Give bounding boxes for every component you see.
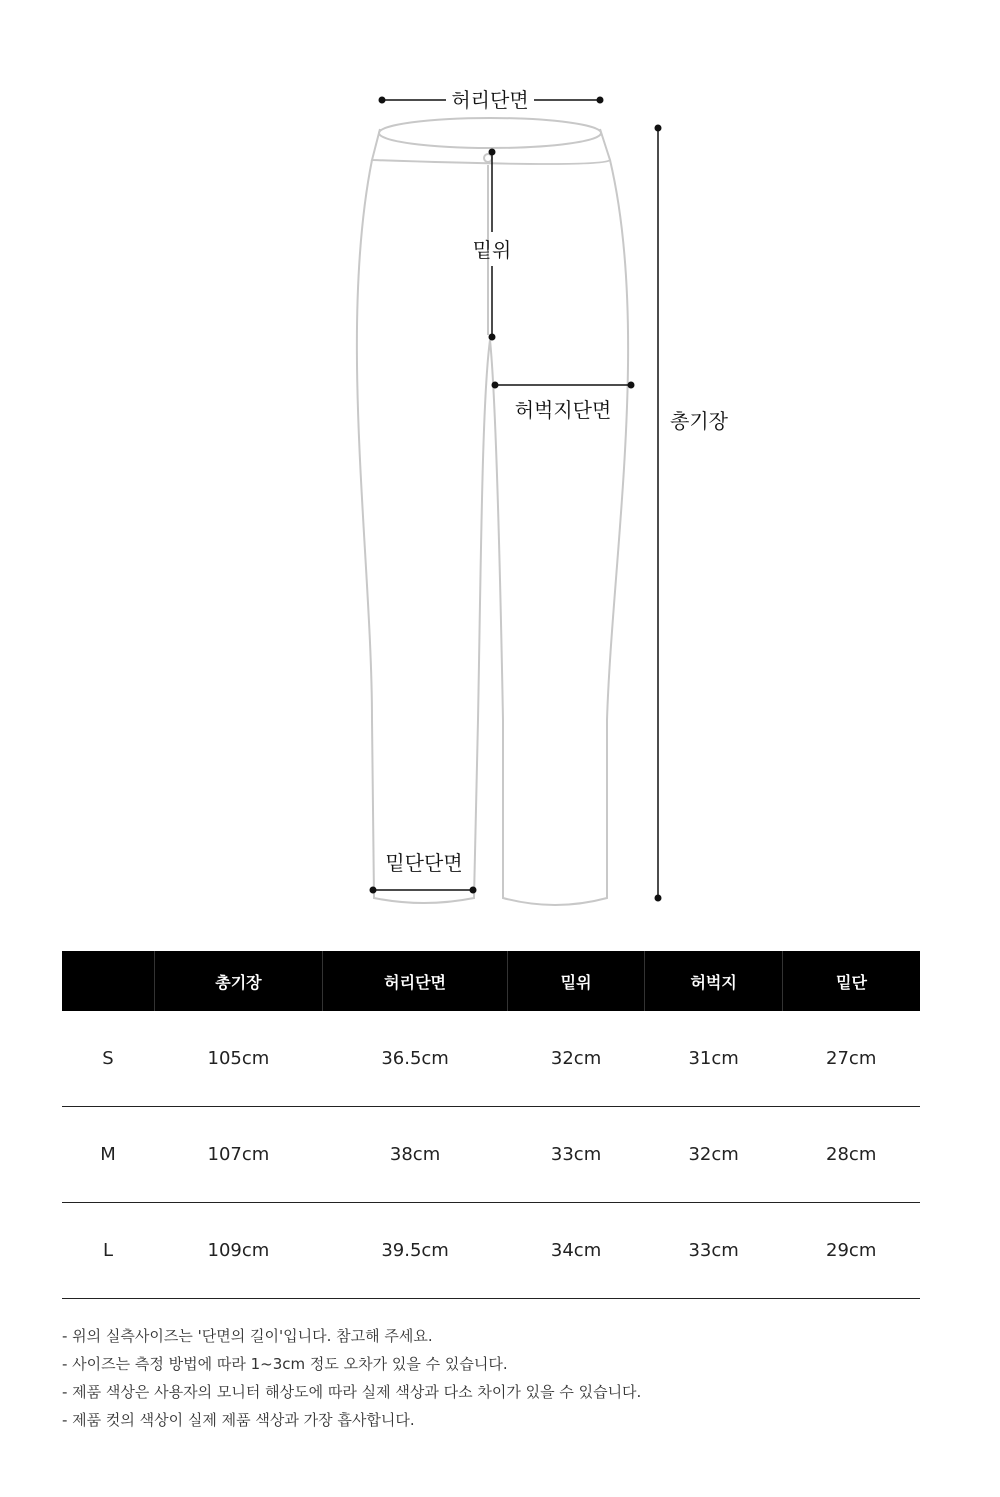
size-cell: S (62, 1011, 154, 1107)
table-cell: 36.5cm (323, 1011, 507, 1107)
size-table (62, 951, 920, 1299)
total-length-measure (655, 125, 729, 902)
table-cell: 28cm (782, 1107, 920, 1203)
table-header-cell: 허벅지 (645, 951, 783, 1011)
table-cell: 34cm (507, 1203, 645, 1299)
size-cell: M (62, 1107, 154, 1203)
table-header-cell: 허리단면 (323, 951, 507, 1011)
thigh-measure (492, 382, 635, 423)
table-cell: 32cm (645, 1107, 783, 1203)
size-cell: L (62, 1203, 154, 1299)
table-row (62, 1107, 920, 1203)
table-cell: 33cm (507, 1107, 645, 1203)
hem-label: 밑단단면 (385, 851, 463, 875)
table-cell: 109cm (154, 1203, 323, 1299)
table-cell: 38cm (323, 1107, 507, 1203)
table-header-cell: 밑위 (507, 951, 645, 1011)
thigh-label: 허벅지단면 (514, 398, 612, 422)
rise-measure (473, 149, 512, 341)
notes-list (62, 1322, 641, 1434)
waist-label: 허리단면 (451, 88, 529, 112)
table-header-row (62, 951, 920, 1011)
waist-measure (379, 88, 604, 112)
table-row (62, 1203, 920, 1299)
note-item: - 사이즈는 측정 방법에 따라 1~3cm 정도 오차가 있을 수 있습니다. (62, 1355, 508, 1373)
table-cell: 31cm (645, 1011, 783, 1107)
hem-measure (370, 851, 477, 894)
table-cell: 107cm (154, 1107, 323, 1203)
table-cell: 33cm (645, 1203, 783, 1299)
note-item: - 위의 실측사이즈는 '단면의 길이'입니다. 참고해 주세요. (62, 1327, 433, 1345)
pants-outline (357, 118, 628, 905)
table-cell: 105cm (154, 1011, 323, 1107)
table-header-cell: 총기장 (154, 951, 323, 1011)
rise-label: 밑위 (472, 238, 512, 262)
note-item: - 제품 컷의 색상이 실제 제품 색상과 가장 흡사합니다. (62, 1411, 415, 1429)
table-cell: 27cm (782, 1011, 920, 1107)
table-cell: 29cm (782, 1203, 920, 1299)
table-header-cell (62, 951, 154, 1011)
table-cell: 39.5cm (323, 1203, 507, 1299)
table-cell: 32cm (507, 1011, 645, 1107)
table-row (62, 1011, 920, 1107)
total-length-label: 총기장 (670, 409, 728, 433)
table-header-cell: 밑단 (782, 951, 920, 1011)
note-item: - 제품 색상은 사용자의 모니터 해상도에 따라 실제 색상과 다소 차이가 있을 수 있습니다. (62, 1383, 642, 1401)
